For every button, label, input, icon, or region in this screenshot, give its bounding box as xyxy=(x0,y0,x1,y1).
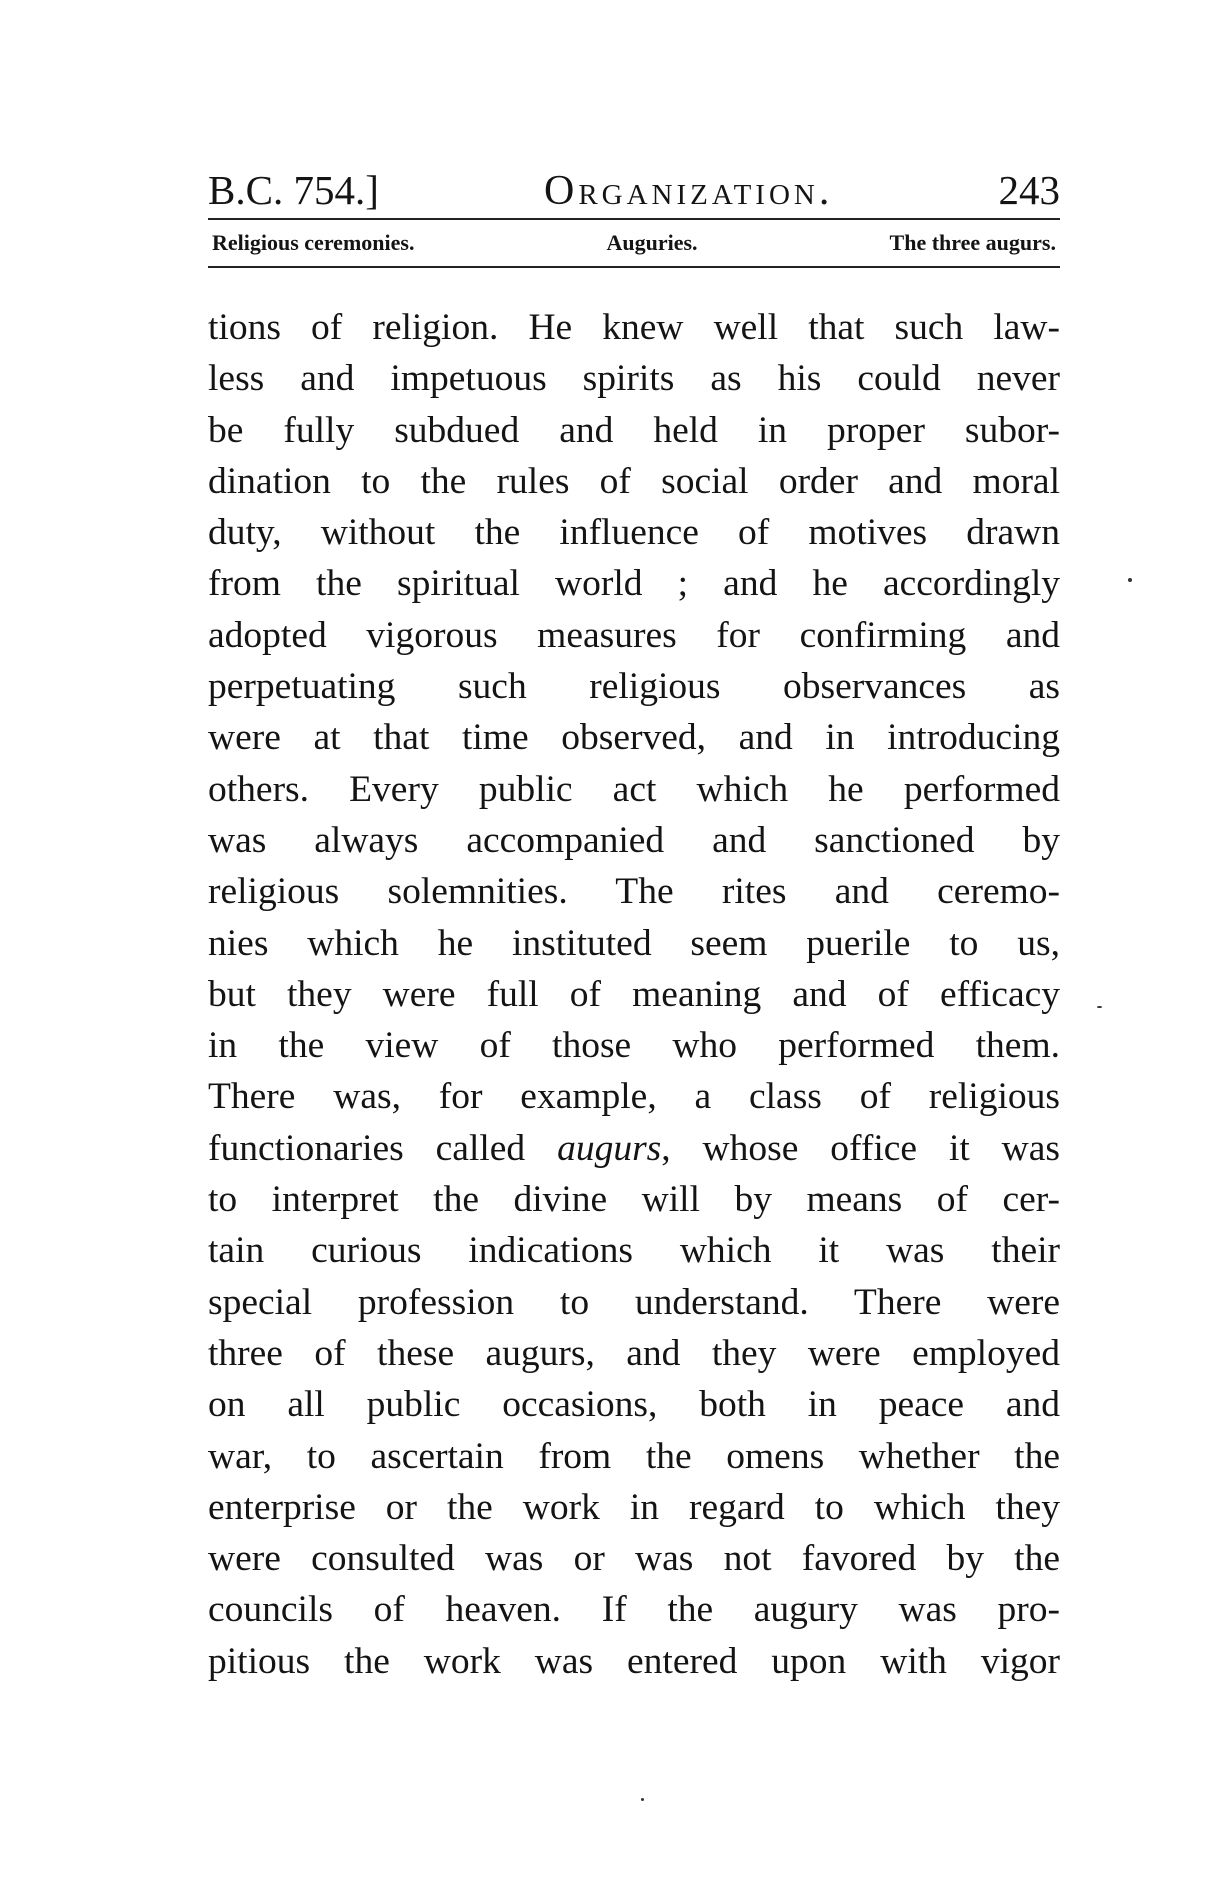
body-line: functionaries called augurs, whose office it was xyxy=(208,1127,1060,1169)
running-head xyxy=(208,162,1060,218)
header-rule-bottom xyxy=(208,266,1060,268)
body-line: adopted vigorous measures for confirming and xyxy=(208,614,1060,656)
body-line: religious solemnities. The rites and ceremo- xyxy=(208,871,1060,913)
emphasis-augurs: augurs xyxy=(557,1127,662,1169)
body-line: war, to ascertain from the omens whether the xyxy=(208,1435,1060,1477)
book-page xyxy=(208,162,1060,1687)
body-line: duty, without the influence of motives drawn xyxy=(208,512,1060,554)
body-line: in the view of those who performed them. xyxy=(208,1025,1060,1067)
body-line: tain curious indications which it was their xyxy=(208,1230,1060,1272)
body-line: on all public occasions, both in peace and xyxy=(208,1384,1060,1426)
running-head-title: Organization. xyxy=(543,168,834,214)
subhead-center: Auguries. xyxy=(606,230,698,255)
body-line: special profession to understand. There were xyxy=(208,1281,1060,1323)
page-number: 243 xyxy=(998,167,1060,213)
print-speck xyxy=(1128,578,1132,582)
body-line: three of these augurs, and they were employed xyxy=(208,1332,1060,1374)
body-line: from the spiritual world ; and he accordingly xyxy=(208,563,1060,605)
body-line: were at that time observed, and in introducing xyxy=(208,717,1060,759)
body-line: dination to the rules of social order and moral xyxy=(208,460,1060,502)
body-line: were consulted was or was not favored by the xyxy=(208,1538,1060,1580)
body-line: was always accompanied and sanctioned by xyxy=(208,819,1060,861)
body-line: nies which he instituted seem puerile to us, xyxy=(208,922,1060,964)
body-text xyxy=(208,302,1060,1687)
marginal-subheads xyxy=(208,220,1060,266)
body-line: less and impetuous spirits as his could never xyxy=(208,358,1060,400)
print-speck xyxy=(1097,1006,1102,1008)
body-line: enterprise or the work in regard to which they xyxy=(208,1486,1060,1528)
subhead-left: Religious ceremonies. xyxy=(212,230,415,255)
body-line: There was, for example, a class of religious xyxy=(208,1076,1060,1118)
subhead-right: The three augurs. xyxy=(889,230,1056,255)
body-line: tions of religion. He knew well that such law- xyxy=(208,307,1060,348)
print-speck xyxy=(641,1798,644,1801)
body-line: perpetuating such religious observances as xyxy=(208,666,1060,708)
running-head-date: B.C. 754.] xyxy=(208,167,379,213)
body-line: be fully subdued and held in proper subor- xyxy=(208,409,1060,451)
body-line: to interpret the divine will by means of cer- xyxy=(208,1179,1060,1221)
body-line: pitious the work was entered upon with vigor xyxy=(208,1640,1060,1682)
body-line: councils of heaven. If the augury was pro- xyxy=(208,1589,1060,1631)
body-line: others. Every public act which he performed xyxy=(208,768,1060,810)
body-line: but they were full of meaning and of efficacy xyxy=(208,973,1060,1015)
